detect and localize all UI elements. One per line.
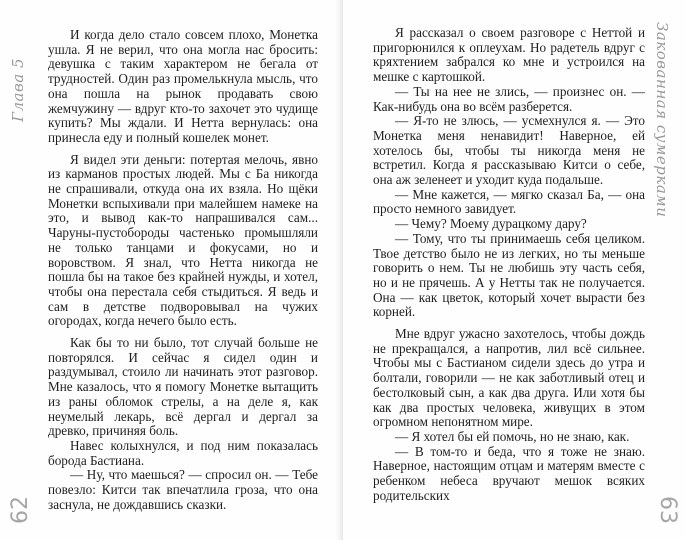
paragraph: — В том-то и беда, что я тоже не знаю. Наверное, настоящим отцам и матерям вместе с ребенком небеса вручают мешок всяких родительских <box>373 443 645 503</box>
paragraph: — Я хотел бы ей помочь, но не знаю, как. <box>395 428 630 444</box>
running-head-right: Закованная сумерками <box>653 22 671 218</box>
paragraph: — Я-то не злюсь, — усмехнулся я. — Это Монетка меня ненавидит! Наверное, ей хотелось бы, чтобы ты никогда меня не встретил. Когда я рассказываю Китси о себе, она аж зеленеет и уходит куда подальше. <box>373 113 645 188</box>
paragraph: Я рассказал о своем разговоре с Неттой и пригорюнился к оплеухам. Но радетель вдруг с кряхтением забрался ко мне и устроился на мешке с картошкой. <box>373 25 645 85</box>
paragraph: — Мне кажется, — мягко сказал Ба, — она просто немного завидует. <box>373 186 645 217</box>
paragraph: И когда дело стало совсем плохо, Монетка ушла. Я не верил, что она могла нас бросить: девушка с таким характером не бегала от трудностей. Один раз промелькнула мысль, что она пошла на рынок продавать свою жемчужину — вдруг кто-то захочет это чудище купить? Мы ждали. И Нетта вернулась: она принесла еду и полный кошелек монет. <box>48 27 318 145</box>
page-number-left: 62 <box>8 496 33 524</box>
paragraph: — Ну, что маешься? — спросил он. — Тебе повезло: Китси так впечатлила гроза, что она заснула, не дождавшись сказки. <box>48 467 318 512</box>
paragraph: — Ты на нее не злись, — произнес он. — Как-нибудь она во всём разберется. <box>373 83 645 114</box>
paragraph: — Тому, что ты принимаешь себя целиком. Твое детство было не из легких, но ты меньше говорить о нем. Ты не любишь эту часть себя, но и не прячешь. А у Нетты так не получается. Она — как цветок, который хочет вырасти без корней. <box>373 230 645 320</box>
right-page-text <box>373 26 645 504</box>
paragraph: Мне вдруг ужасно захотелось, чтобы дождь не прекращался, а напротив, лил всё сильнее. Чтобы мы с Бастианом сидели здесь до утра и болтали, говорили — не как заботливый отец и бестолковый сын, а как два друга. Или хотя бы как два простых человека, живущих в этом огромном непонятном мире. <box>373 326 645 430</box>
running-head-left: Глава 5 <box>9 58 27 122</box>
paragraph: Навес колыхнулся, и под ним показалась борода Бастиана. <box>48 437 318 468</box>
paragraph: Как бы то ни было, тот случай больше не повторялся. И сейчас я сидел один и раздумывал, стоило ли начинать этот разговор. Мне казалось, что я помогу Монетке вытащить из раны обломок стрелы, а на деле я, как неумелый лекарь, всё дергал и дергал за древко, причиняя боль. <box>48 335 318 439</box>
paragraph: Я видел эти деньги: потертая мелочь, явно из карманов простых людей. Мы с Ба никогда не спрашивали, откуда она их взяла. Но щёки Монетки вспыхивали при малейшем намеке на это, и вывод как-то напрашивался сам... Чаруны-пустобороды частенько промышляли не только танцами и фокусами, но и воровством. Я знал, что Нетта никогда не пошла бы на такое без крайней нужды, и хотел, чтобы она перестала себя стыдиться. Я ведь и сам в детстве подворовывал на чужих огородах, когда нечего было есть. <box>48 151 318 329</box>
left-page-text <box>48 28 318 513</box>
paragraph: — Чему? Моему дурацкому дару? <box>395 216 587 232</box>
left-page <box>0 0 342 540</box>
right-page <box>343 0 686 540</box>
page-number-right: 63 <box>655 496 680 524</box>
